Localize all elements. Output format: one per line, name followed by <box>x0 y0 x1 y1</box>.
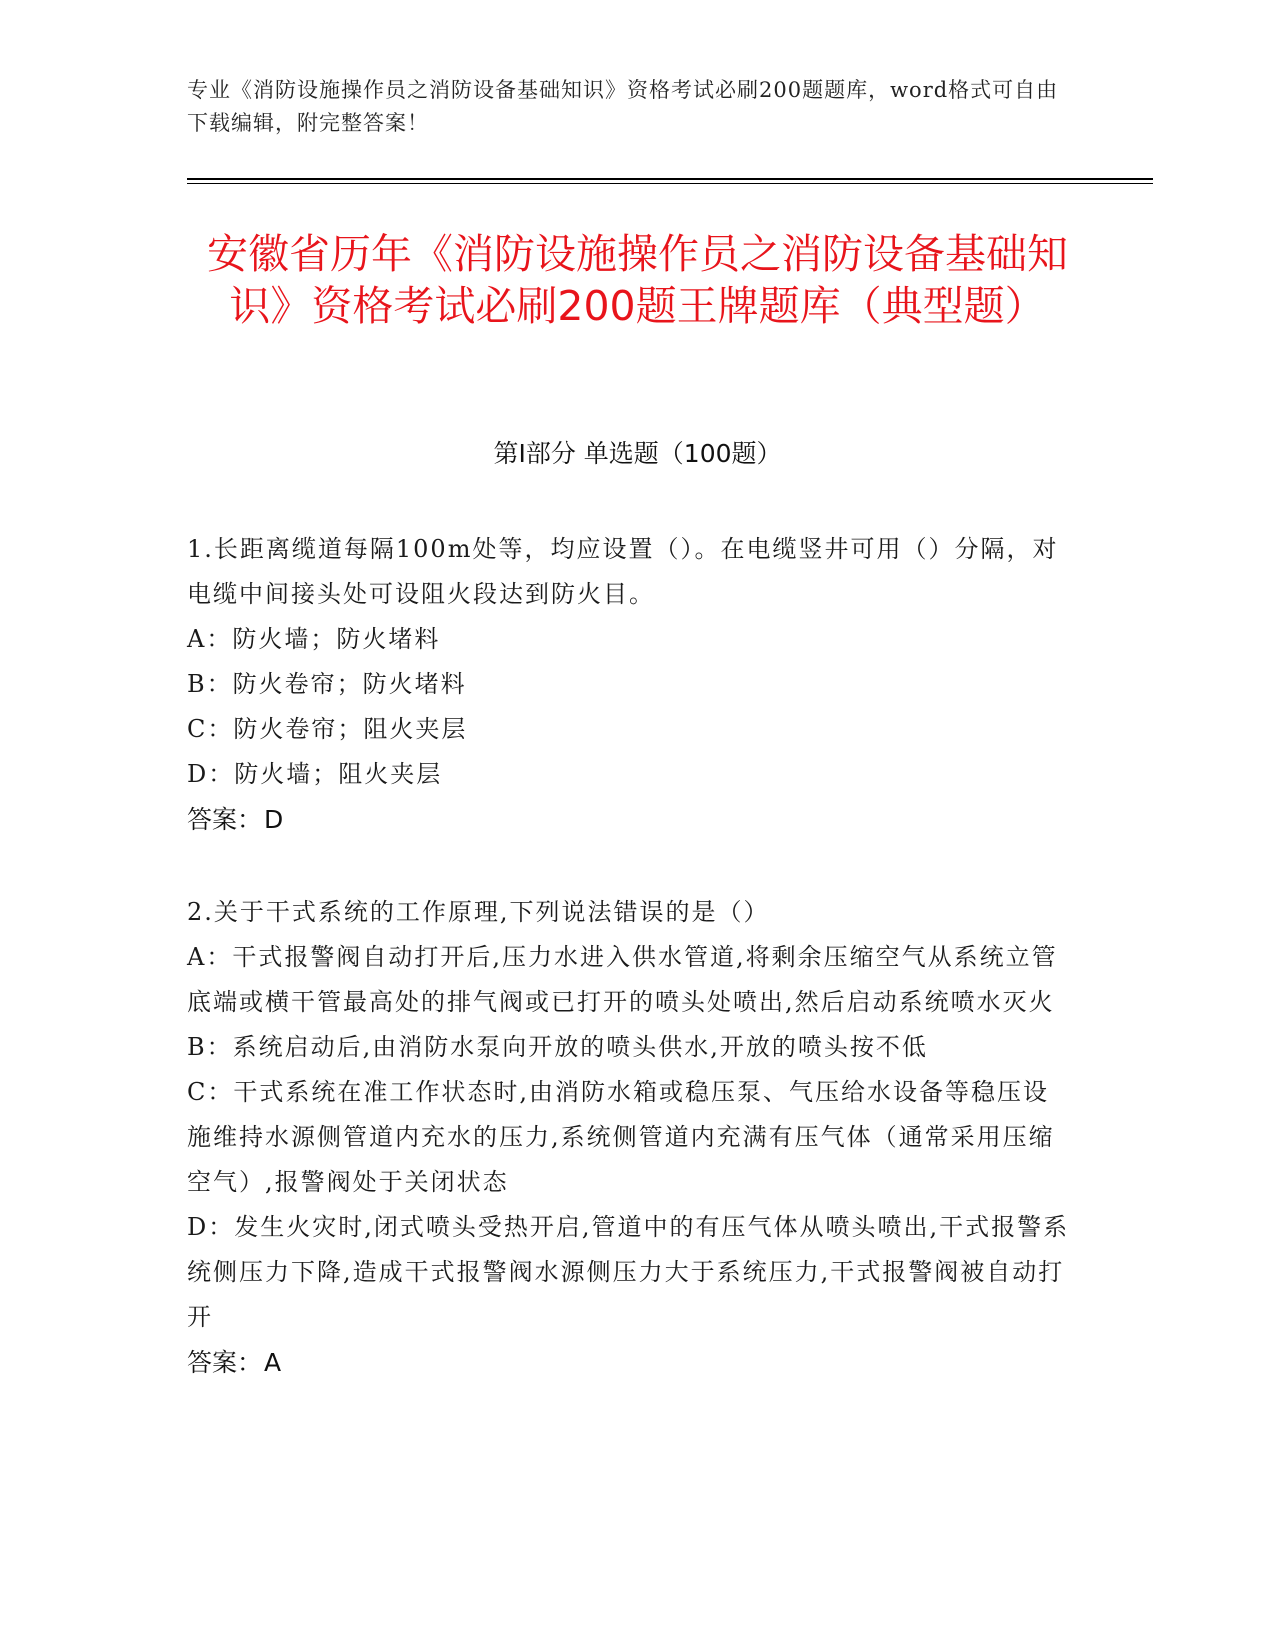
question-2 <box>187 890 1072 1385</box>
header-divider-thick <box>187 178 1153 180</box>
option-d: D：防火墙；阻火夹层 <box>187 760 443 788</box>
option-b: B：防火卷帘；防火堵料 <box>187 670 467 698</box>
question-1 <box>187 527 1072 842</box>
header-divider-thin <box>187 183 1153 184</box>
header-note: 专业《消防设施操作员之消防设备基础知识》资格考试必刷200题题库，word格式可自由下载编辑，附完整答案！ <box>187 78 1059 135</box>
option-d: D：发生火灾时,闭式喷头受热开启,管道中的有压气体从喷头喷出,干式报警系统侧压力下降,造成干式报警阀水源侧压力大于系统压力,干式报警阀被自动打开 <box>187 1213 1070 1331</box>
answer-label: 答案： <box>187 805 263 834</box>
option-c: C：防火卷帘；阻火夹层 <box>187 715 468 743</box>
question-list <box>187 527 1072 1385</box>
question-stem: 2.关于干式系统的工作原理,下列说法错误的是（） <box>187 898 770 926</box>
answer-value: A <box>264 1348 282 1377</box>
answer-line <box>187 797 1072 842</box>
answer-label: 答案： <box>187 1348 263 1377</box>
question-stem: 1.长距离缆道每隔100m处等，均应设置（）。在电缆竖井可用（）分隔，对电缆中间接头处可设阻火段达到防火目。 <box>187 535 1059 608</box>
option-c: C：干式系统在准工作状态时,由消防水箱或稳压泵、气压给水设备等稳压设施维持水源侧管道内充水的压力,系统侧管道内充满有压气体（通常采用压缩空气）,报警阀处于关闭状态 <box>187 1078 1055 1196</box>
answer-value: D <box>264 805 284 834</box>
document-title: 安徽省历年《消防设施操作员之消防设备基础知识》资格考试必刷200题王牌题库（典型题） <box>207 230 1068 330</box>
option-a: A：防火墙；防火堵料 <box>187 625 441 653</box>
option-a: A：干式报警阀自动打开后,压力水进入供水管道,将剩余压缩空气从系统立管底端或横干管最高处的排气阀或已打开的喷头处喷出,然后启动系统喷水灭火 <box>187 943 1058 1016</box>
option-b: B：系统启动后,由消防水泵向开放的喷头供水,开放的喷头按不低 <box>187 1033 928 1061</box>
answer-line <box>187 1340 1072 1385</box>
section-title: 第Ⅰ部分 单选题（100题） <box>493 439 782 468</box>
